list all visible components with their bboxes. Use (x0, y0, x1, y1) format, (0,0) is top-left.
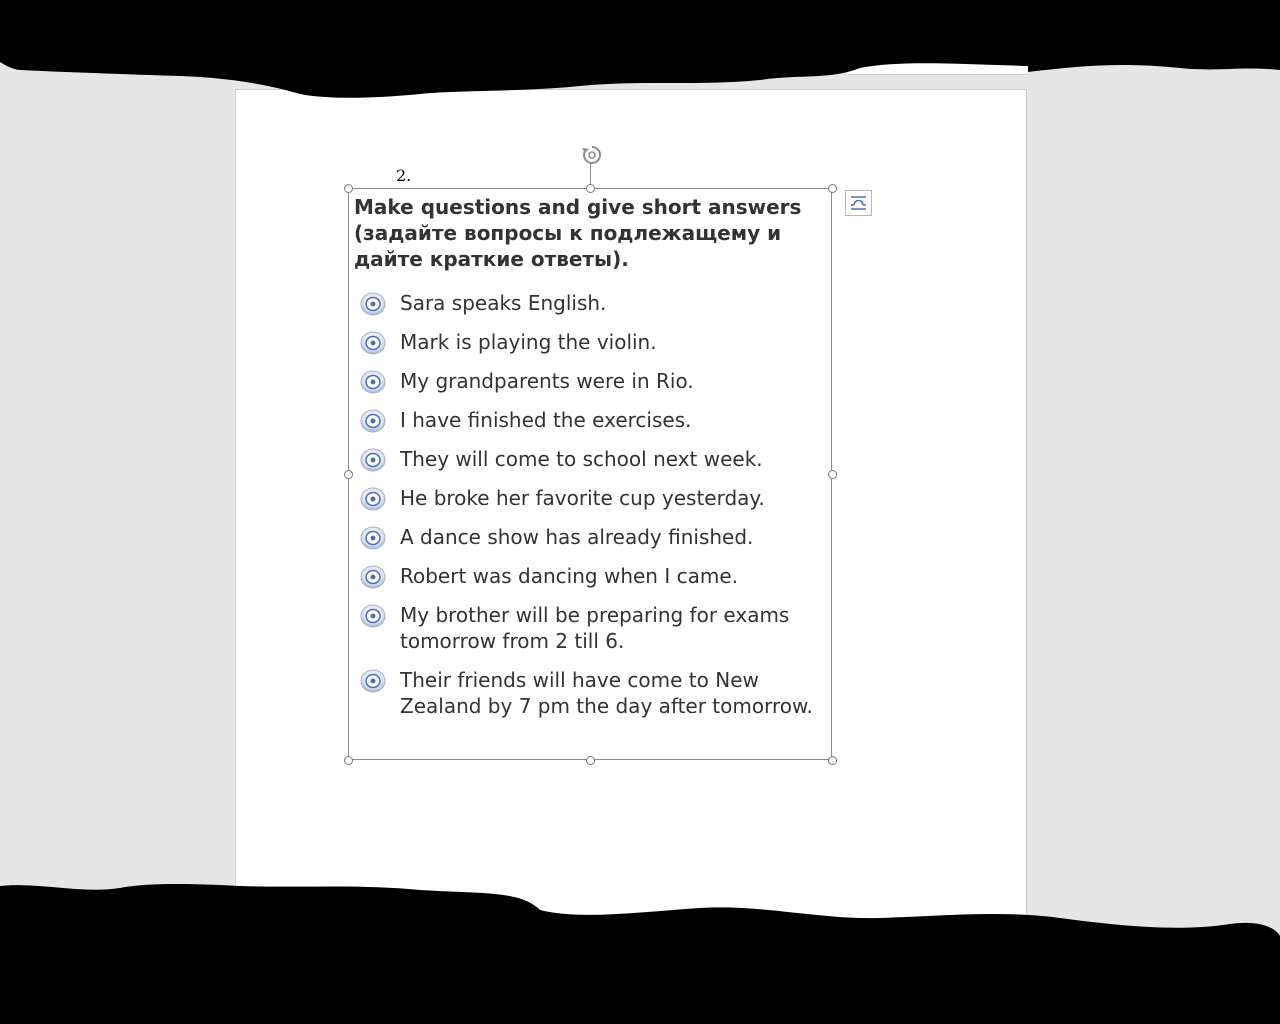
radio-target-bullet-icon (359, 604, 387, 628)
redaction-bottom (0, 880, 1280, 1024)
list-item (356, 485, 826, 511)
list-item (356, 563, 826, 589)
radio-target-bullet-icon (359, 331, 387, 355)
exercise-list (356, 290, 826, 732)
page-number-label: 2. (396, 166, 412, 185)
list-item-text: Robert was dancing when I came. (400, 564, 738, 588)
resize-handle-top-center[interactable] (586, 184, 595, 193)
list-item-text: He broke her favorite cup yesterday. (400, 486, 765, 510)
list-item (356, 290, 826, 316)
resize-handle-middle-right[interactable] (828, 470, 837, 479)
list-item (356, 667, 826, 719)
resize-handle-top-left[interactable] (344, 184, 353, 193)
resize-handle-bottom-right[interactable] (828, 756, 837, 765)
list-item (356, 368, 826, 394)
list-item-text: My grandparents were in Rio. (400, 369, 694, 393)
rotate-handle-icon[interactable] (580, 143, 604, 167)
list-item (356, 407, 826, 433)
list-item (356, 602, 826, 654)
radio-target-bullet-icon (359, 565, 387, 589)
resize-handle-bottom-left[interactable] (344, 756, 353, 765)
layout-options-icon (846, 191, 871, 215)
layout-options-button[interactable] (845, 190, 872, 216)
radio-target-bullet-icon (359, 487, 387, 511)
list-item-text: Their friends will have come to New Zealand by 7 pm the day after tomorrow. (400, 668, 813, 718)
resize-handle-middle-left[interactable] (344, 470, 353, 479)
list-item-text: Mark is playing the violin. (400, 330, 657, 354)
radio-target-bullet-icon (359, 669, 387, 693)
radio-target-bullet-icon (359, 370, 387, 394)
list-item (356, 446, 826, 472)
list-item-text: My brother will be preparing for exams tomorrow from 2 till 6. (400, 603, 790, 653)
radio-target-bullet-icon (359, 409, 387, 433)
list-item-text: Sara speaks English. (400, 291, 607, 315)
resize-handle-top-right[interactable] (828, 184, 837, 193)
redaction-top (0, 0, 1280, 100)
list-item-text: A dance show has already finished. (400, 525, 754, 549)
list-item-text: They will come to school next week. (400, 447, 763, 471)
resize-handle-bottom-center[interactable] (586, 756, 595, 765)
exercise-heading: Make questions and give short answers (задайте вопросы к подлежащему и дайте краткие ответы). (354, 195, 802, 271)
list-item (356, 524, 826, 550)
radio-target-bullet-icon (359, 526, 387, 550)
list-item (356, 329, 826, 355)
radio-target-bullet-icon (359, 448, 387, 472)
radio-target-bullet-icon (359, 292, 387, 316)
list-item-text: I have finished the exercises. (400, 408, 692, 432)
